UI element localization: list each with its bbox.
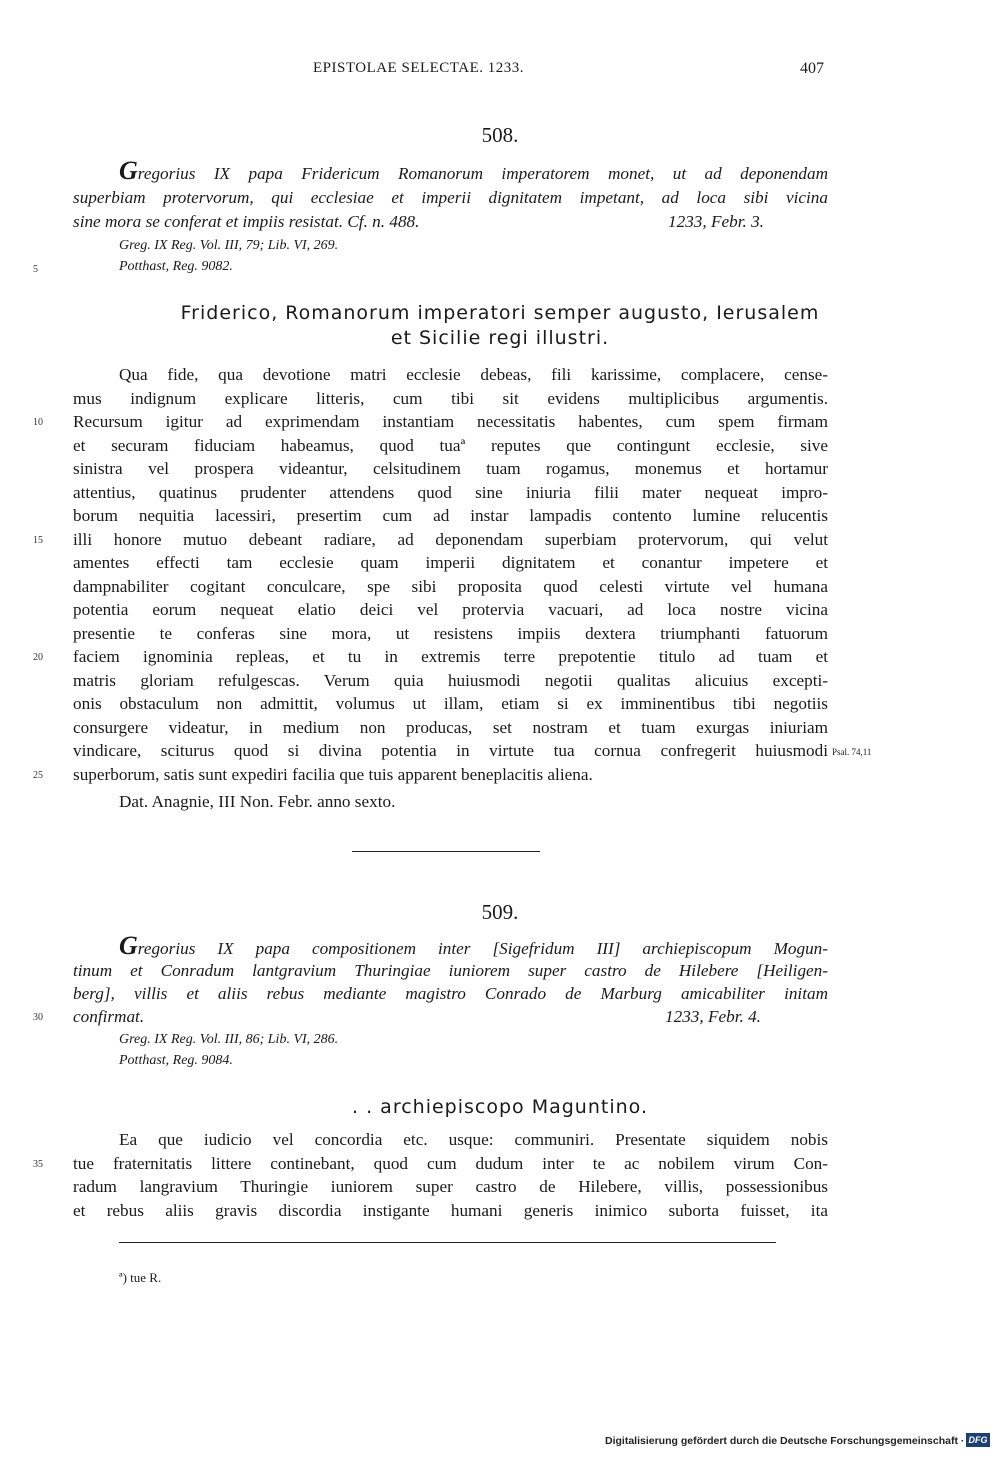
dating-clause-508: Dat. Anagnie, III Non. Febr. anno sexto. [119, 792, 396, 811]
text-508-line-5: sinistra vel prospera videantur, celsitudinem tuam rogamus, monemus et hortamur [73, 459, 828, 478]
text-508-line-14: matris gloriam refulgescas. Verum quia huiusmodi negotii qualitas alicuius excepti- [73, 671, 828, 690]
line-number-20: 20 [33, 652, 43, 663]
line-number-15: 15 [33, 535, 43, 546]
initial-letter: G [119, 931, 138, 960]
document-number-509: 509. [481, 900, 519, 924]
text-508-line-15: onis obstaculum non admittit, volumus ut illam, etiam si ex imminentibus tibi negotiis [73, 694, 828, 713]
summary-509-line-4: confirmat. [73, 1007, 145, 1026]
line-number-35: 35 [33, 1159, 43, 1170]
text-509-line-1: Ea que iudicio vel concordia etc. usque: communiri. Presentate siquidem nobis [119, 1130, 828, 1149]
text-508-line-2: mus indignum explicare litteris, cum tibi sit evidens multiplicibus argumentis. [73, 389, 828, 408]
source-509-register: Greg. IX Reg. Vol. III, 86; Lib. VI, 286. [119, 1032, 339, 1047]
address-508-line-2: et Sicilie regi illustri. [390, 327, 610, 349]
summary-509-line-1: Gregorius IX papa compositionem inter [Sigefridum III] archiepiscopum Mogun- [119, 931, 828, 960]
footnote-rule [119, 1242, 776, 1243]
dfg-logo: DFG [966, 1433, 990, 1447]
text-508-line-10: dampnabiliter cogitant conculcare, spe sibi proposita quod celesti virtute vel humana [73, 577, 828, 596]
text-508-line-7: borum nequitia lacessiri, presertim cum ad instar lampadis contento lumine relucentis [73, 506, 828, 525]
footnote-a: ª) tue R. [119, 1270, 162, 1285]
text-509-line-4: et rebus aliis gravis discordia instigante humani generis inimico suborta fuisset, ita [73, 1201, 828, 1220]
source-509-potthast: Potthast, Reg. 9084. [119, 1053, 233, 1068]
page-number: 407 [800, 60, 824, 77]
text-508-line-13: faciem ignominia repleas, et tu in extremis terre prepotentie titulo ad tuam et [73, 647, 828, 666]
summary-509-line-3: berg], villis et aliis rebus mediante magistro Conrado de Marburg amicabiliter initam [73, 984, 828, 1003]
text-508-line-9: amentes effecti tam ecclesie quam imperii dignitatem et conantur impetere et [73, 553, 828, 572]
margin-reference-psalm: Psal. 74,11 [832, 747, 872, 757]
initial-letter: G [119, 156, 138, 185]
text-508-line-1: Qua fide, qua devotione matri ecclesie debeas, fili karissime, complacere, cense- [119, 365, 828, 384]
text-508-line-3: Recursum igitur ad exprimendam instantiam necessitatis habentes, cum spem firmam [73, 412, 828, 431]
summary-508-line-2: superbiam protervorum, qui ecclesiae et imperii dignitatem impetant, ad loca sibi vicina [73, 188, 828, 207]
document-number-508: 508. [481, 123, 519, 147]
address-509: . . archiepiscopo Maguntino. [352, 1096, 648, 1118]
source-508-register: Greg. IX Reg. Vol. III, 79; Lib. VI, 269. [119, 238, 339, 253]
line-number-10: 10 [33, 417, 43, 428]
text-508-line-16: consurgere videatur, in medium non producas, set nostram et tuam exurgas iniuriam [73, 718, 828, 737]
text-508-line-4: et securam fiduciam habeamus, quod tuaª reputes que contingunt ecclesie, sive [73, 436, 828, 455]
line-number-30: 30 [33, 1012, 43, 1023]
summary-508-line-3: sine mora se conferat et impiis resistat. Cf. n. 488. [73, 212, 420, 231]
summary-509-line-2: tinum et Conradum lantgravium Thuringiae iuniorem super castro de Hilebere [Heiligen- [73, 961, 828, 980]
running-header-title: EPISTOLAE SELECTAE. 1233. [313, 60, 525, 76]
text-509-line-2: tue fraternitatis littere continebant, quod cum dudum inter te ac nobilem virum Con- [73, 1154, 828, 1173]
text-508-line-17: vindicare, sciturus quod si divina potentia in virtute tua cornua confregerit huiusmodi [73, 741, 828, 760]
text-508-line-11: potentia eorum nequeat elatio deici vel protervia vacuari, ad loca nostre vicina [73, 600, 828, 619]
text-508-line-6: attentius, quatinus prudenter attendens quod sine iniuria filii mater nequeat impro- [73, 483, 828, 502]
summary-509-date: 1233, Febr. 4. [665, 1007, 761, 1026]
line-number-25: 25 [33, 770, 43, 781]
text-509-line-3: radum langravium Thuringie iuniorem super castro de Hilebere, villis, possessionibus [73, 1177, 828, 1196]
text-508-line-8: illi honore mutuo debeant radiare, ad deponendam superbiam protervorum, qui velut [73, 530, 828, 549]
section-separator [352, 851, 540, 852]
address-508-line-1: Friderico, Romanorum imperatori semper augusto, Ierusalem [180, 302, 820, 324]
digitization-credit: Digitalisierung gefördert durch die Deutsche Forschungsgemeinschaft · [605, 1435, 965, 1447]
summary-508-line-1: Gregorius IX papa Fridericum Romanorum imperatorem monet, ut ad deponendam [119, 156, 828, 185]
line-number-5: 5 [33, 264, 38, 275]
text-508-line-12: presentie te conferas sine mora, ut resistens impiis dextera triumphanti fatuorum [73, 624, 828, 643]
summary-508-date: 1233, Febr. 3. [668, 212, 764, 231]
text-508-line-18: superborum, satis sunt expediri facilia que tuis apparent beneplacitis aliena. [73, 765, 593, 784]
source-508-potthast: Potthast, Reg. 9082. [119, 259, 233, 274]
